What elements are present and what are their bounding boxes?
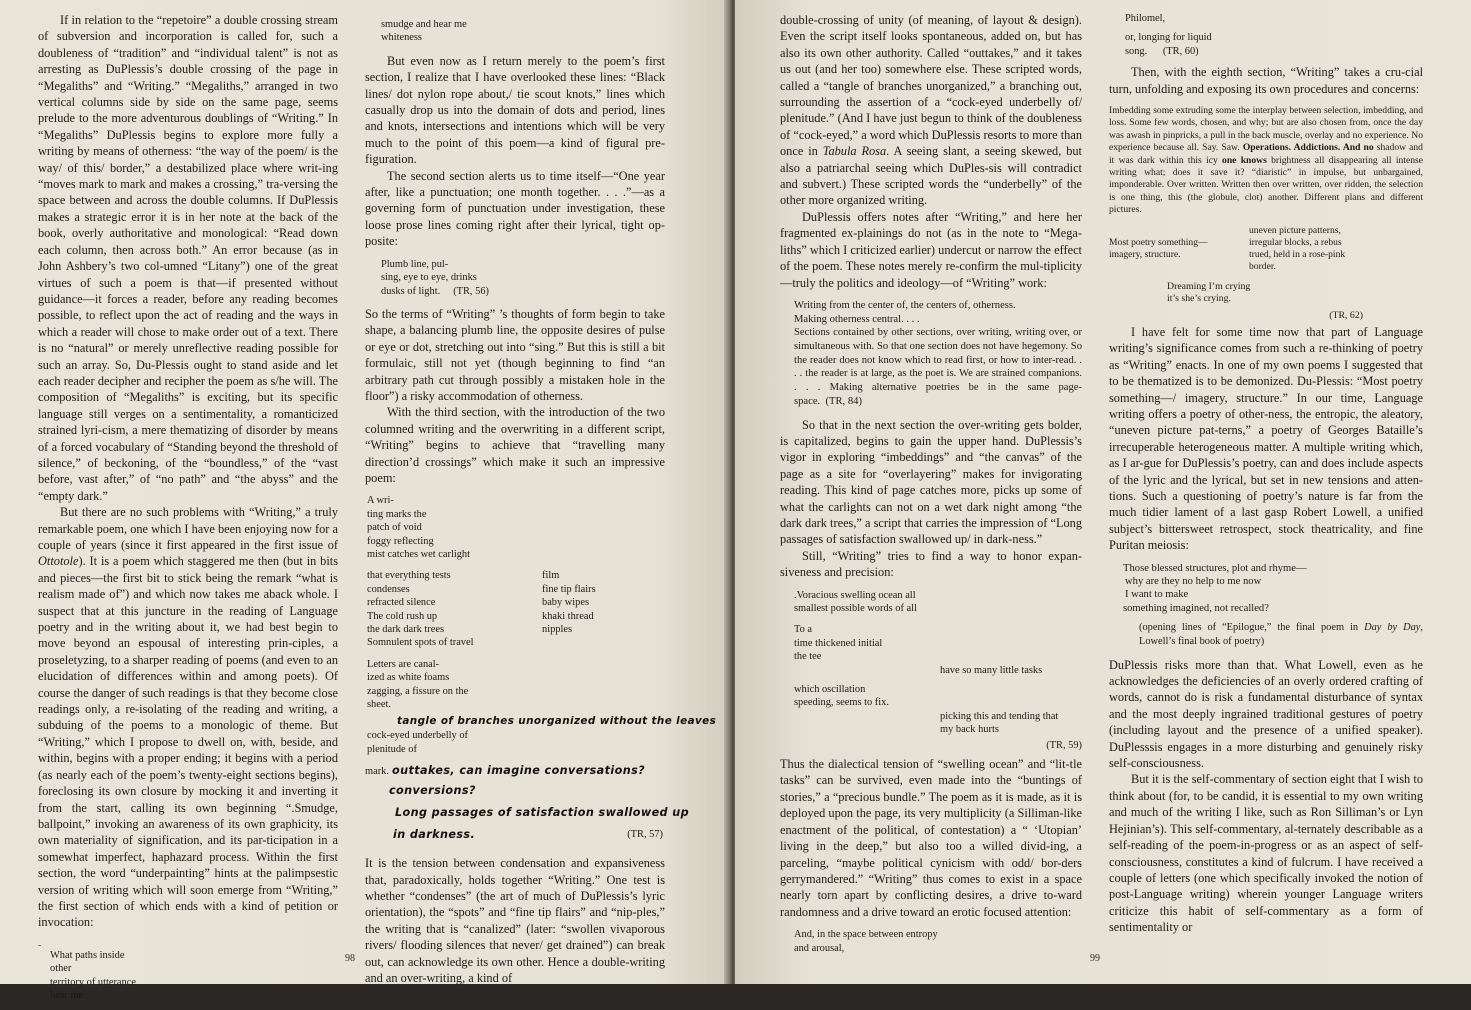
citation: (TR, 62)	[1329, 309, 1363, 321]
paragraph: DuPlessis offers notes after “Writing,” and here her fragmented ex-plainings do not (as in the note to “Mega-liths” which I criticized earlier) undercut or narrow the effect of the poem. These notes merely re-confirm the mul-tiplicity—truly the politics and ideology—of “Writing” work:	[780, 209, 1082, 290]
handwritten-overwriting: tangle of branches unorganized without the leaves	[397, 715, 717, 728]
citation: (TR, 57)	[627, 828, 663, 840]
verse-block: Those blessed structures, plot and rhyme— why are they no help to me now I want to make something imagined, not recalled?	[1123, 562, 1307, 614]
right-page-column-1	[780, 12, 1082, 963]
right-page	[735, 0, 1471, 984]
verse-column-right: uneven picture patterns, irregular blocks, a rebus trued, held in a rose-pink border.	[1249, 224, 1346, 273]
verse-word: mark.	[365, 766, 389, 778]
verse-block: A wri- ting marks the patch of void foggy reflecting mist catches wet carlight	[367, 495, 471, 560]
verse-column-right: film fine tip flairs baby wipes khaki thread nipples	[542, 570, 596, 636]
paragraph: The second section alerts us to time itself—“One year after, like a punctuation; one month together. . . .”—as a governing form of punctuation under investigation, these loose prose lines coming right after their lyrical, tight op-posite:	[365, 168, 665, 249]
paragraph: But it is the self-commentary of section eight that I wish to think about (for, to be candid, it is essential to my own writing and much of the writing I like, such as Ron Silliman’s or Lyn Hejinian’s). This self-commentary, al-ternately describable as a self-reading of the poem-in-progress or as an aspect of self-consciousness, constitutes a kind of fulcrum. I have received a couple of letters (one which specifically invoked the notion of post-Language writing) wherein younger Language writers criticize this habit of self-commentary as a form of sentimentality or	[1109, 772, 1423, 935]
verse-block: Plumb line, pul- sing, eye to eye, drinks dusks of light. (TR, 56)	[381, 258, 489, 297]
verse-block: Philomel, or, longing for liquid song. (TR, 60)	[1125, 13, 1212, 57]
paragraph: I have felt for some time now that part of Language writing’s significance comes from such a re-thinking of poetry as “Writing” enacts. In one of my own poems I suggested that to be thematized is to be demonized. Du-Plessis: “Most poetry something—/ imagery, structure.” In our time, Language writing offers a poetry of other-ness, the entropic, the aleatory, “uneven picture pat-terns,” a poetry of Georges Bataille’s irrecuperable heterogeneous matter. A multiple writing which, as I ar-gue for DuPlessis’s poetry, can and does include aspects of the lyric and the lyrical, but set in new tensions and atten-tions. Such a questioning of poetry’s nature is far from the much tidier lament of a last gasp Robert Lowell, a unified subject’s bittersweet retrospect, stock theatricality, and fine Puritan meiosis:	[1109, 324, 1423, 553]
page-number: 99	[1090, 953, 1100, 964]
margin-mark: -	[38, 940, 42, 951]
verse-block: What paths inside other territory of utterance hear me	[50, 949, 136, 1001]
verse-block: Letters are canal- ized as white foams zagging, a fissure on the sheet.	[367, 658, 469, 711]
paragraph: So the terms of “Writing” ’s thoughts of form begin to take shape, a balancing plumb line, the opposite desires of pulse or eye or dot, stretching out into “sing.” But this is still a bit formulaic, still not yet (though beginning to find “an arbitrary path cut through possibly a mistaken hole in the floor”) a risky accommodation of otherness.	[365, 306, 665, 403]
paragraph: But there are no such problems with “Writing,” a truly remarkable poem, one which I have been enjoying now for a couple of years (since it first appeared in the first issue of Ottotole). It is a poem which staggered me then (but in bits and pieces—the first bit to stick being the remark “what is realism made of”) and which now takes me aback whole. I suspect that at this juncture in the reading of Language poetry and in the writing about it, we had best begin to move beyond an espousal of interesting prin-ciples, a proseletyzing, to a sharper reading of poems (and even to an elucidation of differences within and among poets). Of course the danger of such readings is that they become close readings only, a re-isolating of the reading and writing, a subduing of the poems to a monologic of theme. But “Writing,” which I propose to dwell on, with, beside, and within, begins with a proper ending; it begins with a period (as nearly each of the poem’s twenty-eight sections begins), foreclosing its own closure by mocking it and inverting it from the start, calling its own beginning “.Smudge, ballpoint,” invoking an awareness of its own graphicity, its own materiality of signification, and its par-ticipation in a somewhat imperfect, haphazard process. Within the first section, the word “underpainting” hints at the palimpsestic version of writing which will soon emerge from “Writing,” the first section of which ends with a kind of petition or invocation:	[38, 505, 338, 930]
citation: (TR, 56)	[453, 285, 489, 297]
block-quote: Writing from the center of, the centers of, otherness. Making otherness central. . . . Sections contained by other sections, over writing, writing over, or simultaneous with. So that one section does not have hegemony. So the reader does not know which to read first, or how to inter-read. . . . the reader is at large, as the poet is. We are strained companions. . . . Making alternative poetries be in the same page-space. (TR, 84)	[794, 299, 1082, 407]
paragraph: So that in the next section the over-writing gets bolder, is capitalized, begins to gain the upper hand. DuPlessis’s vigor in exploring “imbeddings” and “the canvas” of the page as a site for “overlayering” makes for invigorating reading. This kind of page catches more, picks up some of what the carlights can not on a wet dark night among “the dark dark trees,” a script that carries the impression of “Long passages of satisfaction swallowed up/ in dark-ness.”	[780, 417, 1082, 547]
right-page-column-2	[1109, 12, 1423, 936]
book-title: Tabula Rosa	[822, 144, 887, 159]
verse-column-left: Most poetry something— imagery, structure.	[1109, 236, 1208, 260]
paragraph: Thus the dialectical tension of “swelling ocean” and “lit-tle tasks” can be survived, even made into the “buntings of stories,” a “precious bundle.” The poem as it is made, as it is deployed upon the page, its very multiplicity (a Silliman-like enactment of the political, of contestation) a “ ‘Utopian’ living in the deep,” but also too a willed divid-ing, a parceling, “maybe political cynicism with odd/ bor-ders gerrymandered.” “Writing” thus comes to exist in a space nearly torn apart by conflicting desires, a drive to-ward randomness and a drive toward an erotic focused attention:	[780, 757, 1082, 919]
paragraph: But even now as I return merely to the poem’s first section, I realize that I have overlooked these lines: “Black lines/ dot nylon rope about,/ tie scout knots,” lines which casually drop us into the domain of dots and period, lines and knots, intersections and intentions which will be very much to the point of this poem—a kind of figural pre-figuration.	[365, 53, 665, 167]
verse-column-left: that everything tests condenses refracted silence The cold rush up the dark dark trees Somnulent spots of travel	[367, 570, 474, 649]
verse-block: cock-eyed underbelly of plenitude of	[367, 730, 468, 755]
paragraph: DuPlessis risks more than that. What Lowell, even as he acknowledges the deficiencies of an overly ordered crafting of words, cannot do is risk a fundamental disturbance of syntax and the most deeply ingrained traditional gestures of poetry (including layout and the presence of a unified speaker). DuPlesssis engages in a more disturbing and genuinely risky self-consciousness.	[1109, 657, 1423, 771]
handwritten-overwriting: conversions?	[389, 783, 476, 797]
citation: (TR, 84)	[825, 395, 862, 407]
verse-block: Dreaming I’m crying it’s she’s crying. (TR, 62)	[1167, 280, 1363, 321]
handwritten-overwriting: Long passages of satisfaction swallowed up	[395, 805, 690, 819]
paragraph: Still, “Writing” tries to find a way to honor expan-siveness and precision:	[780, 548, 1082, 580]
left-page-column-1	[38, 12, 338, 1010]
two-column-verse	[367, 569, 665, 649]
verse-block: smudge and hear me whiteness	[381, 19, 467, 44]
verse-block: To a time thickened initial the tee have so many little tasks	[794, 624, 1043, 676]
book-title: Day by Day	[1364, 622, 1421, 634]
paragraph: If in relation to the “repetoire” a double crossing stream of subversion and incorporation is called for, such a doubleness of “tradition” and “individual talent” is not as arresting as DuPlessis’s double crossing of the page in “Megaliths” and “Writing.” “Megaliths,” arranged in two vertical columns side by side on the same page, seems prelude to the more adventurous doublings of “Writing.” In “Megaliths” DuPlessis begins to explore more fully a writing by means of otherness: “the way of the poem/ is the way/ of this/ border,” a destabilized place where writ-ing “moves mark to mark and makes a crossing,” tra-versing the space between and across the double columns. If DuPlessis makes a strategic error it is in her note at the back of the book, overly authoritative and monological: “Read down each column, then across both.” An error because (as in John Ashbery’s two col-umned “Litany”) one of the great virtues of such a poem is that—if presented without guidance—it forces a reader, before any reading becomes possible, to reflect upon the act of reading and the ways in which a reader will chose to make order out of a text. There is no “natural” or merely unreflective reading possible for such an array. So, Du-Plessis ought to stand aside and let each reader decipher and recipher the poem as s/he will. The composition of “Megaliths” is exciting, but its specific language still verges on a sentimentality, a romanticized strained lyri-cism, a mere thematizing of disorder by means of a forced vocabulary of “Standing beyond the threshold of silence,” of beckoning, of the “boundless,” of the “vast before, vast after,” of “no path” and “the abyss” and the “empty dark.”	[38, 13, 338, 503]
citation: (TR, 59)	[1046, 739, 1082, 751]
script-block	[365, 762, 690, 843]
left-page-column-2	[365, 12, 717, 986]
citation-note: (opening lines of “Epilogue,” the final poem in Day by Day, Lowell’s final book of poetry)	[1139, 622, 1424, 647]
verse-block: And, in the space between entropy and arousal,	[794, 929, 938, 954]
paragraph: Then, with the eighth section, “Writing” takes a cru-cial turn, unfolding and exposing its own procedures and concerns:	[1109, 65, 1423, 96]
left-page	[0, 0, 728, 1001]
block-quote: Imbedding some extruding some the interplay between selection, imbedding, and loss. Some few words, chosen, and why; but are also chosen from, once the day was awash in pinpricks, a pull in the back muscle, overlay and no experience. No experience because all. Say. Saw. Operations. Addictions. And no shadow and it was dark within this icy one knows brightness all disappearing all intense writing what; does it save it? “diaristic” in impulse, but unbargained, imponderable. Over written. Written then over written, over ridden, the selection is one thing, this (the globule, clot) another. Different plans and different pictures.	[1109, 105, 1423, 216]
two-column-verse	[1109, 225, 1423, 277]
journal-title: Ottotole	[38, 554, 79, 569]
paragraph: double-crossing of unity (of meaning, of layout & design). Even the script itself looks spontaneous, added on, but has also its own other authority. Called “outtakes,” and it takes us out (and her too) somewhere else. These scripted words, called a “tangle of branches unorganized,” a branching out, surrounding the assertion of a “cock-eyed underbelly of/ plenitude.” (And I have just begun to think of the doubleness of “cock-eyed,” a word which DuPlessis resorts to more than once in Tabula Rosa. A seeing slant, a seeing skewed, but also a patriarchal seeing which DuPles-sis will contradict and subvert.) These scripted words the “underbelly” of the other more organized writing.	[780, 13, 1082, 208]
paragraph: With the third section, with the introduction of the two columned writing and the overwriting in a different script, “Writing” begins to achieve that “travelling many direction’d crossings” which make it such an impressive poem:	[365, 405, 665, 485]
citation: (TR, 60)	[1162, 45, 1199, 57]
handwritten-overwriting: outtakes, can imagine conversations?	[392, 764, 646, 778]
page-number: 98	[345, 953, 355, 964]
verse-block: .Voracious swelling ocean all smallest possible words of all	[794, 589, 917, 614]
paragraph: It is the tension between condensation and expansiveness that, paradoxically, holds together “Writing.” One test is whether “condenses” (the art of much of DuPlessis’s lyric orientation), the “spots” and “fine tip flairs” and “nip-ples,” the writing that is “canalized” (later: “swollen vivaporous rivers/ flooding silences that never/ get drained”) can break out, can acknowledge its own other. Hence a double-writing and an over-writing, a kind of	[365, 856, 665, 985]
handwritten-overwriting: in darkness.	[393, 827, 476, 841]
verse-block: which oscillation speeding, seems to fix. picking this and tending that my back hurts (TR, 59)	[794, 684, 1082, 751]
